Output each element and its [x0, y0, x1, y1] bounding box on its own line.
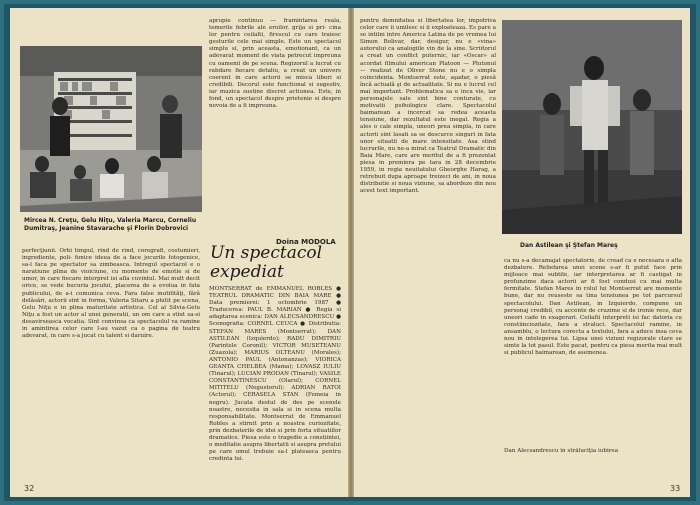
rehearsal-photo [20, 46, 202, 212]
stage-photo [502, 20, 682, 234]
rehearsal-photo-image [20, 46, 202, 212]
left-col1-bottom-text: perfecţiunii. Orbi timpul, rind de rind, coregrafi, costumieri, ingrediente, poli- fonice ideea de a face jocurile fotogenice, sa-l faca pe spectator sa zimbeasca. Intregul spectacol e o naratiune plina de vioiciune, cu momente de emotie si de umor, in care fiecare interpret isi afla cuvintul. Mai mult decit orice, se vede bucuria jocului, placerea de a evolua in fata publicului, de a-i comunica ceva. Fara false inutilităţi, fără delăsări, actorii sint in forma, Valeria Sitaru a plutit pe scena, Gelu Niţu e in plina maturitate artistica. Cel al Silvia-Gelu Niţu a fost un actor al unei generatii, un om care a stiut sa-si desavirseasca vocatia. Sint convinsa ca spectacolul va ramine in amintirea celor care l-au vazut ca o pagina de teatru adevarat, in care s-a jucat cu talent si daruire. [22, 248, 200, 340]
review-title: Un spectacol expediat [210, 243, 323, 282]
left-page [10, 8, 348, 497]
right-col1-text: pentru demnitatea si libertatea lor, impotriva celor care ii umilesc si ii exploateaza. Es pare a se intilni intre America Latina de pe vremea lui Simon Bolivar, dar, desigur, nu e «vina» autorului ca analogiile vin de la sine. Scriitorul a creat un conflict puternic, iar «Oscar» al acordat filmului american Platoon — Plutonul — realizat de Oliver Stone nu e o simpla coincidenta. Montserrat este, aşadar, o piesă încă actuală şi de actualitate. Si nu e lucrul cel mai important. Problematica sa e inca vie, iar personajele sale sint bine conturate, cu motivatii psihologice clare. Spectacolul baimarean a incercat sa redea aceasta tensiune, dar rezultatul este inegal. Regia a ales o cale simpla, uneori prea simpla, in care actorii sint lasati sa se descurce singuri in fata unor situatii de mare intensitate. Asa stind lucrurile, nu ne-a mirat ca Teatrul Dramatic din Baia Mare, care are meritul de a fi prezentat piesa in premiera pe tara in 28 decembrie 1959, in regia neuitatului Gheorghe Harag, a retrebuit dupa aproape treizeci de ani, in noua distributie si noua viziune, sa abordeze din nou acest text important. [360, 18, 496, 195]
right-page [354, 8, 690, 497]
right-signature: Dan Alecsandrescu în străluciţia iubirea [504, 448, 619, 454]
left-col2-bottom-text: MONTSERRAT de EMMANUEL ROBLES ● TEATRUL DRAMATIC DIN BAIA MARE ● Data premierei: 1 octombrie 1987 ● Traducerea: PAUL B. MARIAN ● Regia si adaptarea scenica: DAN ALECSANDRESCU ● Scenografia: CORNEL CEUCA ● Distributia: STEFAN MARES (Montserrat); DAN ASTILEAN (Izquierdo); RADU DIMITRIU (Parintele Coronil); VICTOR MUSETEANU (Zuazola); MARIUS OLTEANU (Morales); ANTONIO PAUL (Antonanzas); VIORICA GEANTA CHELBEA (Mama); LOVASZ IULIU (Tinarul); LUCIAN PRODAN (Tinarul); VASILE CONSTANTINESCU (Olarul); CORNEL MITITELU (Negustorul); ADRIAN RATOI (Actorul); CERASELA STAN (Femeia in negru). Jucata destul de des pe scenele noastre, necesita in sala si in scena multa responsabilitate. Montserrat de Emmanuel Robles a stirnit prin a noastra curiozitate, prin dezbaterile de idei si prin forta situatiilor dramatice. Piesa este o tragedie a constiintei, o meditatie asupra libertatii si asupra pretului pe care omul trebuie sa-l plateasca pentru credinta lui. [209, 286, 341, 463]
left-photo-caption: Mircea N. Creţu, Gelu Niţu, Valeria Marcu, Corneliu Dumitraş, Jeanine Stavarache şi Florin Dobrovici [24, 217, 197, 232]
magazine-spread [4, 4, 696, 501]
left-page-number: 32 [24, 484, 35, 493]
right-col2-bottom-text: ca nu s-a decamajat spectatorie, de cread ca e necesara o alta dezbatere. Reliefarea unei scene s-ar fi putut face prin mijloace mai subtile, iar interpretarea ar fi castigat in profunzime daca actorii ar fi fost condusi cu mai multa fermitate. Stefan Mares in rolul lui Montserrat are momente bune, dar nu reuseste sa tina tensiunea pe tot parcursul spectacolului. Dan Astilean, in Izquierdo, compune un personaj credibil, cu accente de cruzime si de ironie rece, dar uneori cade in exagerari. Ceilalti interpreti isi fac datoria cu constiinciozitate, fara a straluci. Spectacolul ramine, in ansamblu, o lectura corecta a textului, fara a aduce insa ceva nou in intelegerea lui. Lipsa unei viziuni regizorale clare se simte la tot pasul. Este pacat, pentru ca piesa merita mai mult si publicul baimarean, de asemenea. [504, 258, 682, 357]
left-col2-top-text: apropie continuu — framintarea reala, temerile febrile ale eroilor, grija si pri- cina lor pentru ceilalti, firescul cu care traiesc gesturile cele mai simple. Este un spectacol simplu si, prin aceasta, emotionant, ca un adevarat moment de viata petrecut impreuna cu oamenii de pe scena. Regizorul a lucrat cu rabdare fiecare detaliu, a creat un univers coerent in care actorii se misca liberi si credibili. Decorul este functional si sugestiv, iar muzica sustine discret actiunea. Este, in fond, un spectacol despre prietenie si despre nevoia de a fi impreuna. [209, 18, 341, 110]
right-photo-caption: Dan Astilean şi Ştefan Mareş [520, 242, 618, 249]
right-page-number: 33 [670, 484, 681, 493]
left-signature: Doina MODOLA [276, 238, 336, 246]
stage-photo-image [502, 20, 682, 234]
